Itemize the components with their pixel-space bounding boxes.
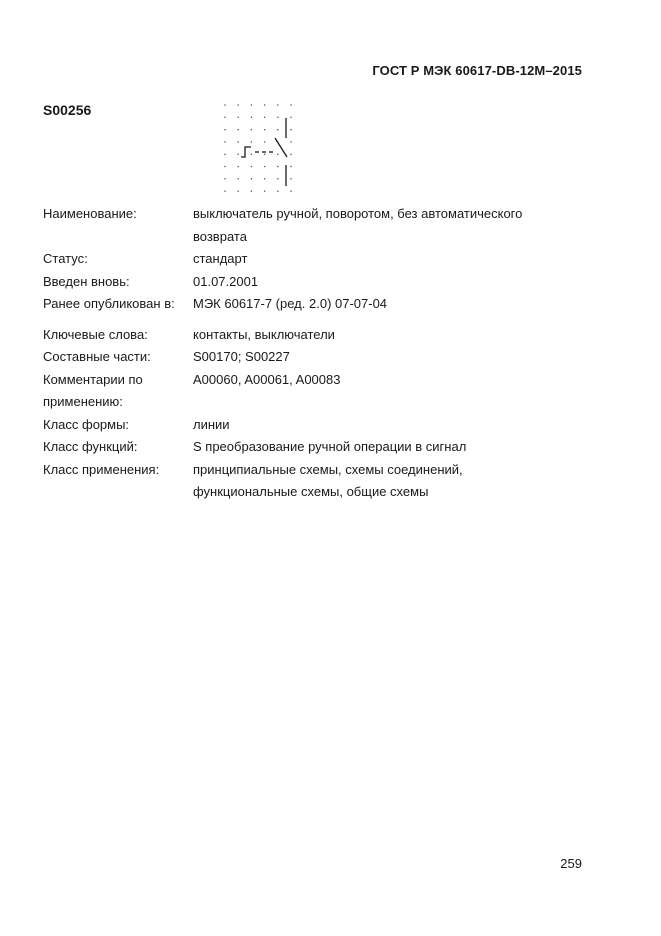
field-value: выключатель ручной, поворотом, без автоматического возврата <box>193 206 523 244</box>
field-value <box>193 391 573 414</box>
field-value: S00170; S00227 <box>193 349 290 364</box>
field-application-notes-cont <box>43 391 573 414</box>
field-label: Класс формы: <box>43 416 130 432</box>
field-label: применению: <box>43 394 123 409</box>
field-label: Введен вновь: <box>43 273 130 289</box>
field-keywords <box>43 324 573 347</box>
field-label: Ключевые слова: <box>43 326 148 342</box>
field-previously-published <box>43 293 573 316</box>
symbol-id: S00256 <box>43 102 92 118</box>
field-value: МЭК 60617-7 (ред. 2.0) 07-07-04 <box>193 296 388 311</box>
field-introduced <box>43 271 573 294</box>
field-components <box>43 346 573 369</box>
field-label: Статус: <box>43 251 88 266</box>
field-label: Составные части: <box>43 349 151 364</box>
field-value: A00060, A00061, A00083 <box>193 371 341 387</box>
page-number: 259 <box>560 856 582 871</box>
field-label: Комментарии по <box>43 371 143 387</box>
field-label: Ранее опубликован в: <box>43 296 175 311</box>
field-value: 01.07.2001 <box>193 273 259 289</box>
field-value: контакты, выключатели <box>193 326 335 342</box>
field-label: Наименование: <box>43 206 137 221</box>
field-value: S преобразование ручной операции в сигнал <box>193 439 467 454</box>
field-application-class <box>43 459 573 504</box>
field-label: Класс применения: <box>43 461 160 477</box>
switch-symbol <box>241 118 287 186</box>
field-value: линии <box>193 416 230 432</box>
field-application-notes <box>43 369 573 392</box>
symbol-fields <box>43 203 573 504</box>
field-status <box>43 248 573 271</box>
document-header: ГОСТ Р МЭК 60617-DB-12M–2015 <box>372 63 582 78</box>
field-function-class <box>43 436 573 459</box>
manual-rotary-switch-symbol-icon <box>219 100 303 200</box>
field-value: стандарт <box>193 251 248 266</box>
field-value: принципиальные схемы, схемы соединений, функциональные схемы, общие схемы <box>193 461 463 499</box>
field-name <box>43 203 573 248</box>
field-shape-class <box>43 414 573 437</box>
field-label: Класс функций: <box>43 439 138 454</box>
